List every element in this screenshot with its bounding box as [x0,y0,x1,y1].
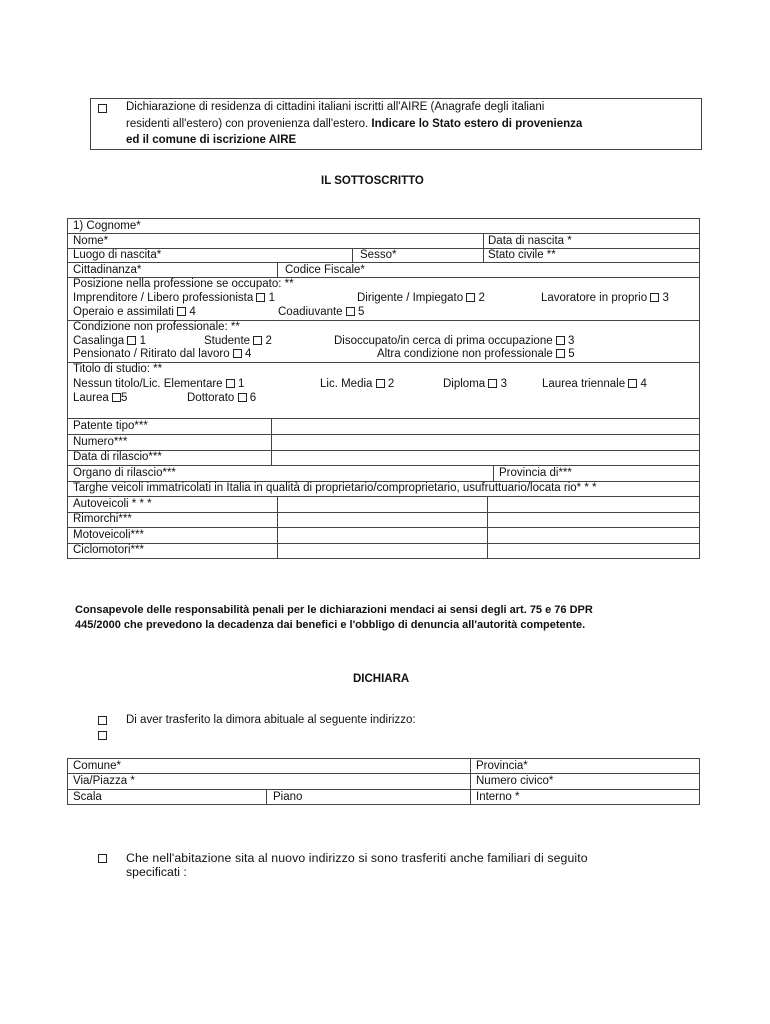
aire-checkbox[interactable] [98,104,107,113]
studio-opt4: Laurea triennale 4 [542,378,647,390]
field-codice-fiscale: Codice Fiscale* [285,264,365,276]
patente-provincia: Provincia di*** [499,467,572,479]
veicoli-ciclo: Ciclomotori*** [73,544,144,556]
occupato-opt1: Imprenditore / Libero professionista 1 [73,292,276,304]
patente-organo: Organo di rilascio*** [73,467,176,479]
occupato-opt5-checkbox[interactable] [346,307,355,316]
patente-tipo: Patente tipo*** [73,420,148,432]
occupato-opt3-checkbox[interactable] [650,293,659,302]
address-via: Via/Piazza * [73,775,135,787]
occupato-opt4: Operaio e assimilati 4 [73,306,196,318]
consapevole-line2: 445/2000 che prevedono la decadenza dai benefici e l'obbligo di denuncia all'autorità competente. [75,619,586,631]
studio-opt5: Laurea 5 [73,392,128,404]
veicoli-title: Targhe veicoli immatricolati in Italia in qualità di proprietario/comproprietario, usufruttuario/locata rio* * * [73,482,597,494]
nonprof-opt2: Studente 2 [204,335,272,347]
patente-numero: Numero*** [73,436,128,448]
occupato-opt2-checkbox[interactable] [466,293,475,302]
field-cognome: 1) Cognome* [73,220,141,232]
address-numero-civico: Numero civico* [476,775,554,787]
studio-opt1-checkbox[interactable] [226,379,235,388]
studio-opt2: Lic. Media 2 [320,378,395,390]
familiari-line2: specificati : [126,865,187,879]
nonprof-opt1: Casalinga 1 [73,335,146,347]
extra-checkbox[interactable] [98,731,107,740]
consapevole-line1: Consapevole delle responsabilità penali per le dichiarazioni mendaci ai sensi degli art. 75 e 76 DPR [75,604,593,616]
nonprof-opt5-checkbox[interactable] [556,349,565,358]
occupato-opt1-checkbox[interactable] [256,293,265,302]
field-stato-civile: Stato civile ** [488,249,556,261]
nonprof-opt1-checkbox[interactable] [127,336,136,345]
nonprof-opt5: Altra condizione non professionale 5 [377,348,575,360]
nonprof-opt3-checkbox[interactable] [556,336,565,345]
address-provincia: Provincia* [476,760,528,772]
nonprof-opt4-checkbox[interactable] [233,349,242,358]
studio-opt1: Nessun titolo/Lic. Elementare 1 [73,378,245,390]
address-interno: Interno * [476,791,520,803]
occupato-opt2: Dirigente / Impiegato 2 [357,292,485,304]
aire-line2: residenti all'estero) con provenienza dall'estero. Indicare lo Stato estero di provenienza [126,118,583,130]
occupato-title: Posizione nella professione se occupato: ** [73,278,294,290]
title-sottoscritto: IL SOTTOSCRITTO [321,175,424,187]
occupato-opt3: Lavoratore in proprio 3 [541,292,669,304]
studio-title: Titolo di studio: ** [73,363,163,375]
studio-opt3: Diploma 3 [443,378,507,390]
studio-opt2-checkbox[interactable] [376,379,385,388]
veicoli-moto: Motoveicoli*** [73,529,144,541]
field-luogo-nascita: Luogo di nascita* [73,249,162,261]
veicoli-rimorchi: Rimorchi*** [73,513,132,525]
dimora-text: Di aver trasferito la dimora abituale al seguente indirizzo: [126,714,416,726]
nonprof-opt2-checkbox[interactable] [253,336,262,345]
familiari-line1: Che nell'abitazione sita al nuovo indirizzo si sono trasferiti anche familiari di seguito [126,851,588,865]
familiari-checkbox[interactable] [98,854,107,863]
aire-line1: Dichiarazione di residenza di cittadini italiani iscritti all'AIRE (Anagrafe degli italiani [126,101,545,113]
nonprof-opt4: Pensionato / Ritirato dal lavoro 4 [73,348,252,360]
address-table [67,758,700,805]
field-data-nascita: Data di nascita * [488,235,572,247]
title-dichiara: DICHIARA [353,673,410,685]
veicoli-auto: Autoveicoli * * * [73,498,152,510]
field-sesso: Sesso* [360,249,397,261]
occupato-opt4-checkbox[interactable] [177,307,186,316]
studio-opt6: Dottorato 6 [187,392,257,404]
patente-data-rilascio: Data di rilascio*** [73,451,162,463]
studio-opt4-checkbox[interactable] [628,379,637,388]
nonprof-title: Condizione non professionale: ** [73,321,240,333]
occupato-opt5: Coadiuvante 5 [278,306,365,318]
field-cittadinanza: Cittadinanza* [73,264,142,276]
address-piano: Piano [273,791,303,803]
address-scala: Scala [73,791,102,803]
aire-line3: ed il comune di iscrizione AIRE [126,134,297,146]
nonprof-opt3: Disoccupato/in cerca di prima occupazione 3 [334,335,575,347]
dimora-checkbox[interactable] [98,716,107,725]
studio-opt6-checkbox[interactable] [238,393,247,402]
address-comune: Comune* [73,760,121,772]
field-nome: Nome* [73,235,109,247]
studio-opt3-checkbox[interactable] [488,379,497,388]
studio-opt5-checkbox[interactable] [112,393,121,402]
